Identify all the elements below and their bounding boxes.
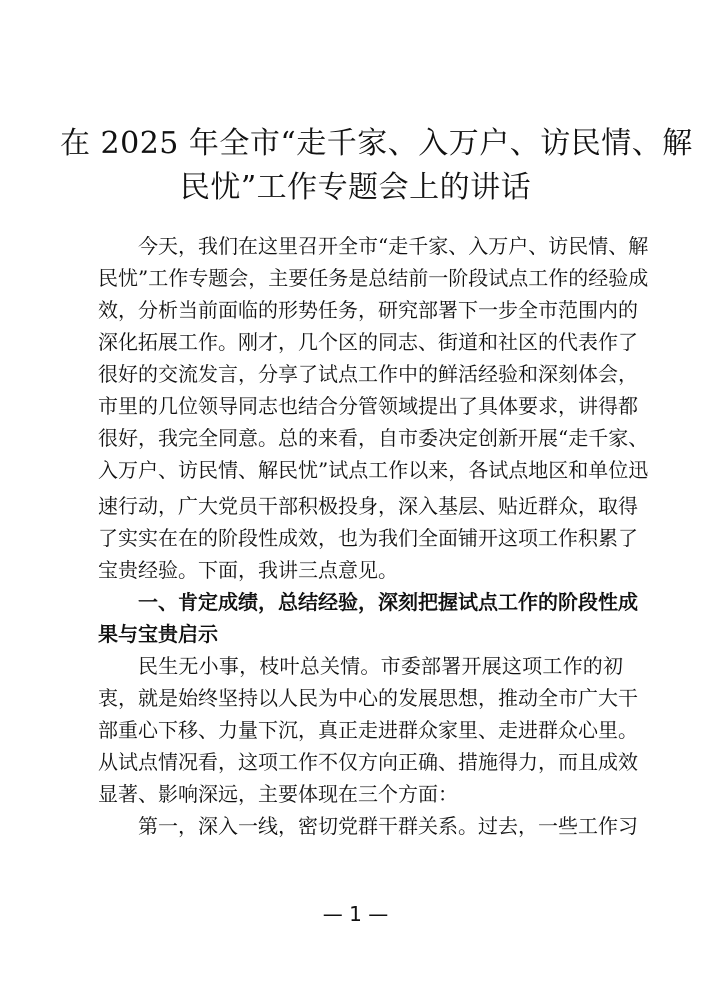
text-line: 第一，深入一线，密切党群干群关系。过去，一些工作习 [138,814,638,838]
text-line: 显著、影响深远，主要体现在三个方面： [98,782,458,806]
text-line: 民生无小事，枝叶总关情。市委部署开展这项工作的初 [138,654,623,678]
text-line: 衷，就是始终坚持以人民为中心的发展思想，推动全市广大干 [98,686,638,710]
text-line: 很好，我完全同意。总的来看，自市委决定创新开展“走千家、 [98,426,649,450]
text-line: 宝贵经验。下面，我讲三点意见。 [98,558,398,582]
text-line: 市里的几位领导同志也结合分管领域提出了具体要求，讲得都 [98,394,638,418]
text-line: 效，分析当前面临的形势任务，研究部署下一步全市范围内的 [98,298,638,322]
text-line: 民忧”工作专题会，主要任务是总结前一阶段试点工作的经验成 [98,266,649,290]
document-title [60,122,693,210]
text-line: 从试点情况看，这项工作不仅方向正确、措施得力，而且成效 [98,750,638,774]
title-line-1: 在 2025 年全市“走千家、入万户、访民情、解 [60,126,693,161]
text-line: 部重心下移、力量下沉，真正走进群众家里、走进群众心里。 [98,718,638,742]
paragraph-point-1 [98,810,638,842]
text-line: 速行动，广大党员干部积极投身，深入基层、贴近群众，取得 [98,494,638,518]
document-body [98,230,649,842]
title-line-2: 民忧”工作专题会上的讲话 [179,170,532,205]
text-line: 入万户、访民情、解民忧”试点工作以来，各试点地区和单位迅 [98,458,649,482]
paragraph-section-1-intro [98,650,638,810]
section-heading [98,586,638,650]
heading-line: 一、肯定成绩，总结经验，深刻把握试点工作的阶段性成 [138,590,638,614]
heading-line: 果与宝贵启示 [98,622,218,646]
page-number: — 1 — [322,902,389,926]
text-line: 了实实在在的阶段性成效，也为我们全面铺开这项工作积累了 [98,526,638,550]
paragraph-opening [98,230,649,586]
text-line: 今天，我们在这里召开全市“走千家、入万户、访民情、解 [138,234,649,258]
text-line: 很好的交流发言，分享了试点工作中的鲜活经验和深刻体会， [98,362,638,386]
text-line: 深化拓展工作。刚才，几个区的同志、街道和社区的代表作了 [98,330,638,354]
